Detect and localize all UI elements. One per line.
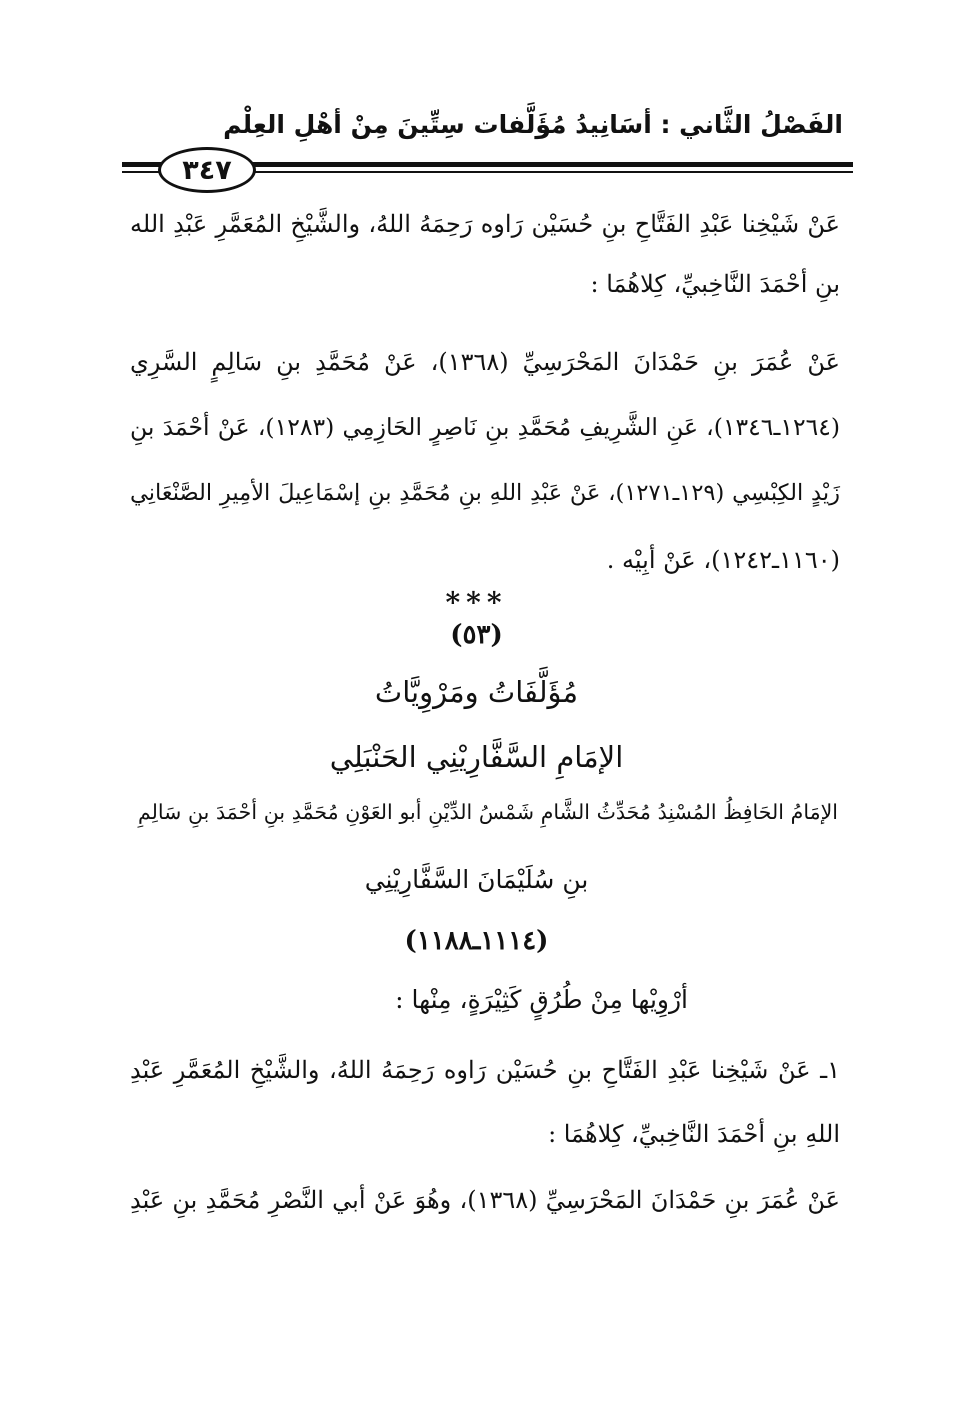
paragraph-chain-1 (130, 212, 840, 332)
text-line: عَنْ شَيْخِنا عَبْدِ الفَتَّاحِ بنِ حُسَيْن رَاوه رَحِمَهُ اللهُ، والشَّيْخِ المُعَمَّرِ عَبْدِ الله (130, 210, 840, 238)
intro-line: أرْوِيْها مِنْ طُرُقٍ كَثِيْرَةٍ، مِنْها : (395, 985, 688, 1014)
text-line: (١٢٦٤ـ١٣٤٦)، عَنِ الشَّرِيفِ مُحَمَّدِ بنِ نَاصِرٍ الحَازِمِي (١٢٨٣)، عَنْ أحْمَدَ بنِ (130, 413, 840, 441)
text-line: زَيْدٍ الكِبْسِي (١٢٩ـ١٢٧١)، عَنْ عَبْدِ اللهِ بنِ مُحَمَّدِ بنِ إسْمَاعِيلَ الأمِيرِ الصَّنْعَانِي (130, 480, 840, 506)
section-separator: *** (445, 586, 508, 619)
section-subtitle: الإمَامِ السَّفَّارِيْنِي الحَنْبَلِي (329, 740, 624, 774)
entry-number: (٥٣) (450, 620, 503, 650)
paragraph-chain-3 (130, 1058, 840, 1186)
paragraph-chain-2 (130, 350, 840, 614)
scholar-full-name-line-1: الإمَامُ الحَافِظُ المُسْنِدُ مُحَدِّثُ الشَّامِ شَمْسُ الدِّيْنِ أبو العَوْنِ مُحَمَّدِ بنِ أحْمَدَ بنِ سَالِمِ (138, 800, 838, 824)
running-header-title: الفَصْلُ الثَّاني : أسَانِيدُ مُؤَلَّفات سِتِّينَ مِنْ أهْلِ العِلْم (223, 110, 843, 139)
scholar-full-name-line-2: بنِ سُلَيْمَانَ السَّفَّارِيْنِي (364, 865, 589, 894)
text-line: بنِ أحْمَدَ النَّاخِبيِّ، كِلاهُمَا : (590, 270, 840, 298)
page-number: ٣٤٧ (158, 147, 256, 193)
text-line: عَنْ عُمَرَ بنِ حَمْدَانَ المَحْرَسِيِّ (١٣٦٨)، وهُوَ عَنْ أبي النَّصْرِ مُحَمَّدِ بنِ عَبْدِ (130, 1186, 840, 1214)
text-line: (١١٦٠ـ١٢٤٢)، عَنْ أبِيْه . (606, 546, 840, 574)
text-line: عَنْ عُمَرَ بنِ حَمْدَانَ المَحْرَسِيِّ (١٣٦٨)، عَنْ مُحَمَّدِ بنِ سَالِمٍ السَّرِي (130, 348, 840, 376)
section-title: مُؤَلَّفَاتُ ومَرْوِيَّاتُ (374, 675, 579, 709)
scholar-dates: (١١١٤ـ١١٨٨) (404, 926, 549, 956)
paragraph-chain-4 (130, 1188, 840, 1248)
text-line: اللهِ بنِ أحْمَدَ النَّاخِبيِّ، كِلاهُمَا : (548, 1120, 840, 1148)
text-line: ١ـ عَنْ شَيْخِنا عَبْدِ الفَتَّاحِ بنِ حُسَيْن رَاوه رَحِمَهُ اللهُ، والشَّيْخِ المُعَمَّرِ عَبْدِ (130, 1056, 840, 1084)
